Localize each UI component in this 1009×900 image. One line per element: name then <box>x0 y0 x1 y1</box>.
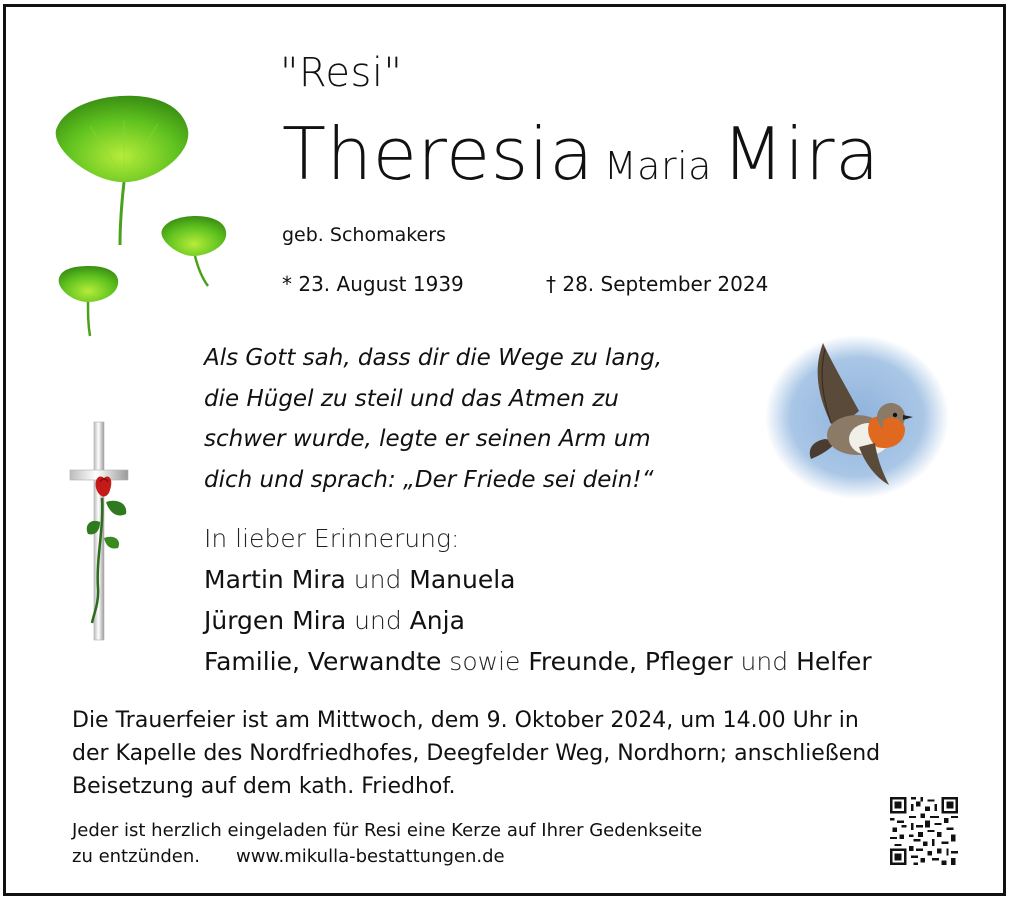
quote-line: Als Gott sah, dass dir die Wege zu lang, <box>204 345 663 371</box>
connector-text: und <box>346 606 410 635</box>
memorial-website-link[interactable]: www.mikulla-bestattungen.de <box>236 846 505 867</box>
middle-name: Maria <box>603 144 712 188</box>
mourner-name: Helfer <box>796 647 872 676</box>
robin-bird-icon <box>765 335 950 500</box>
quote-line: schwer wurde, legte er seinen Arm um <box>204 426 651 452</box>
candle-invitation <box>72 818 702 870</box>
invite-line: Jeder ist herzlich eingeladen für Resi eine Kerze auf Ihrer Gedenkseite <box>72 820 703 841</box>
mourner-line <box>204 641 872 682</box>
mourner-name: Martin Mira <box>204 565 346 594</box>
invite-text: zu entzünden. <box>72 846 201 867</box>
last-name: Mira <box>721 112 880 196</box>
birth-date: * 23. August 1939 <box>282 272 464 296</box>
invite-line <box>72 844 702 870</box>
service-line: Die Trauerfeier ist am Mittwoch, dem 9. Oktober 2024, um 14.00 Uhr in <box>72 708 859 733</box>
quote <box>204 338 662 500</box>
mourner-name: Familie, Verwandte <box>204 647 442 676</box>
ginkgo-leaves-icon <box>50 90 235 340</box>
mourner-line <box>204 559 872 600</box>
mourner-name: Freunde, Pfleger <box>528 647 733 676</box>
connector-text: sowie <box>441 647 529 676</box>
quote-line: die Hügel zu steil und das Atmen zu <box>204 385 619 412</box>
connector-text: und <box>732 647 797 676</box>
first-name: Theresia <box>282 112 594 196</box>
mourner-name: Anja <box>409 606 465 635</box>
cross-with-rose-icon <box>66 418 136 644</box>
deceased-name <box>282 112 880 196</box>
service-line: der Kapelle des Nordfriedhofes, Deegfelder Weg, Nordhorn; anschließend <box>72 741 881 766</box>
connector-text: und <box>345 565 410 594</box>
mourner-line <box>204 600 872 641</box>
memory-intro: In lieber Erinnerung: <box>204 524 460 553</box>
mourner-name: Manuela <box>409 565 516 594</box>
birth-name: geb. Schomakers <box>282 224 446 246</box>
qr-code-icon[interactable] <box>889 797 959 865</box>
service-line: Beisetzung auf dem kath. Friedhof. <box>72 774 456 799</box>
funeral-service-info <box>72 704 880 803</box>
mourners-list <box>204 518 872 682</box>
nickname: "Resi" <box>280 50 403 96</box>
death-date: † 28. September 2024 <box>546 272 769 296</box>
mourner-name: Jürgen Mira <box>204 606 347 635</box>
quote-line: dich und sprach: „Der Friede sei dein!“ <box>204 466 654 493</box>
